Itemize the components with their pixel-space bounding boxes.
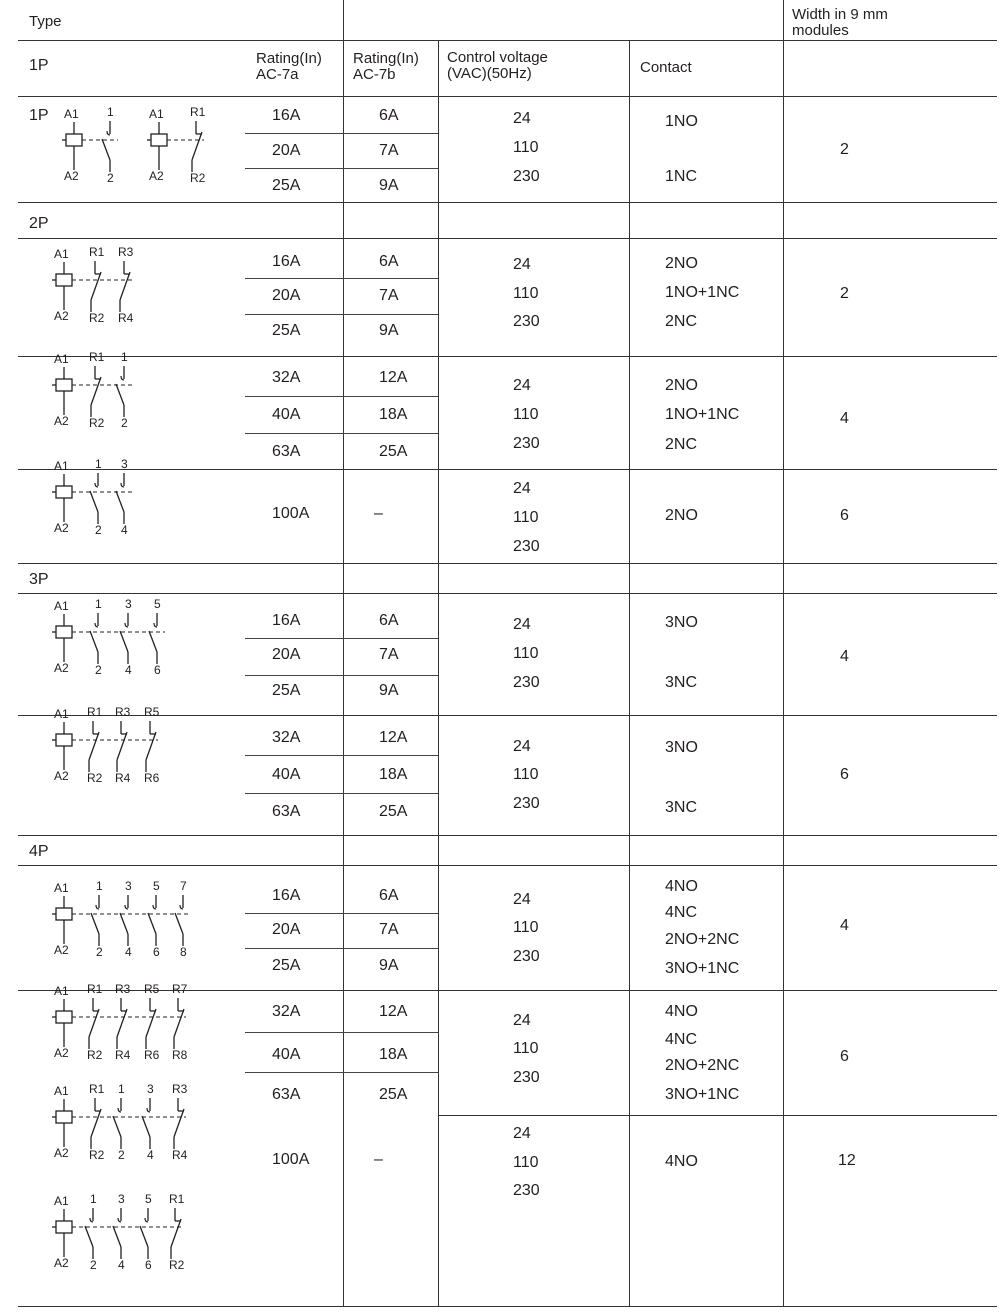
rating-ac7b-cell: 6A	[379, 612, 399, 629]
contact-terminal-label: 6	[153, 945, 160, 959]
contact-config: 3NO+1NC	[665, 1086, 740, 1103]
contact-terminal-label: R6	[144, 1048, 160, 1062]
contact-terminal-label: 1	[107, 105, 114, 119]
control-voltage-value: 110	[513, 1154, 539, 1171]
rating-ac7b-cell: 18A	[379, 766, 408, 783]
grid-horizontal-line	[18, 238, 997, 239]
contact-config: 2NO	[665, 255, 698, 272]
rating-ac7b-cell: 9A	[379, 177, 399, 194]
coil-terminal-a1-label: A1	[54, 707, 69, 721]
control-voltage-value: 230	[513, 795, 540, 812]
rating-ac7b-cell: 7A	[379, 921, 399, 938]
contact-terminal-label: 1	[118, 1082, 125, 1096]
contact-config: 4NO	[665, 1153, 698, 1170]
contact-terminal-label: R2	[87, 771, 103, 785]
contact-config: 2NC	[665, 436, 698, 453]
control-voltage-value: 230	[513, 168, 540, 185]
control-voltage-value: 24	[513, 738, 531, 755]
width-modules-value: 6	[840, 507, 849, 524]
contact-terminal-label: 8	[180, 945, 187, 959]
contact-terminal-label: 3	[125, 597, 132, 611]
header-type: Type	[29, 13, 62, 30]
coil-terminal-a2-label: A2	[54, 309, 69, 323]
rating-ac7a-cell: 63A	[272, 443, 301, 460]
contact-config: 3NO	[665, 739, 698, 756]
contact-terminal-label: R3	[118, 245, 134, 259]
contact-terminal-label: R1	[89, 350, 105, 364]
grid-horizontal-line	[245, 948, 438, 949]
contact-config: 4NC	[665, 1031, 698, 1048]
contact-terminal-label: R4	[118, 311, 134, 325]
control-voltage-value: 110	[513, 406, 539, 423]
rating-ac7b-cell: 12A	[379, 1003, 408, 1020]
coil-terminal-a1-label: A1	[54, 599, 69, 613]
contact-terminal-label: 3	[121, 457, 128, 471]
width-modules-value: 12	[838, 1152, 856, 1169]
contactor-wiring-diagram	[44, 981, 244, 1071]
contact-terminal-label: R1	[169, 1192, 185, 1206]
contact-terminal-label: R7	[172, 982, 188, 996]
coil-terminal-a2-label: A2	[64, 169, 79, 183]
contact-terminal-label: R1	[87, 982, 103, 996]
width-modules-value: 6	[840, 766, 849, 783]
coil-terminal-a2-label: A2	[54, 414, 69, 428]
control-voltage-value: 110	[513, 645, 539, 662]
coil-terminal-a1-label: A1	[64, 107, 79, 121]
contact-config: 2NO	[665, 507, 698, 524]
header-contact: Contact	[640, 59, 692, 76]
rating-ac7a-cell: 16A	[272, 253, 301, 270]
grid-horizontal-line	[245, 793, 438, 794]
rating-ac7b-cell: –	[374, 505, 383, 522]
width-modules-value: 2	[840, 141, 849, 158]
rating-ac7a-cell: 20A	[272, 142, 301, 159]
control-voltage-value: 24	[513, 480, 531, 497]
control-voltage-value: 230	[513, 435, 540, 452]
coil-terminal-a2-label: A2	[54, 1046, 69, 1060]
control-voltage-value: 230	[513, 674, 540, 691]
contact-terminal-label: R5	[144, 705, 160, 719]
coil-terminal-a1-label: A1	[54, 1194, 69, 1208]
control-voltage-value: 230	[513, 948, 540, 965]
grid-horizontal-line	[18, 835, 997, 836]
contact-terminal-label: R2	[87, 1048, 103, 1062]
contact-terminal-label: 1	[96, 879, 103, 893]
rating-ac7a-cell: 25A	[272, 682, 301, 699]
control-voltage-value: 230	[513, 1069, 540, 1086]
coil-terminal-a2-label: A2	[54, 1256, 69, 1270]
contact-config: 3NO+1NC	[665, 960, 740, 977]
contactor-wiring-diagram	[139, 104, 339, 194]
control-voltage-value: 110	[513, 285, 539, 302]
contact-config: 1NO+1NC	[665, 406, 740, 423]
contact-config: 3NC	[665, 674, 698, 691]
contact-config: 1NO+1NC	[665, 284, 740, 301]
header-rating-b-line1: Rating(In)	[353, 50, 419, 67]
contact-terminal-label: 2	[90, 1258, 97, 1272]
contact-terminal-label: 3	[118, 1192, 125, 1206]
rating-ac7b-cell: 12A	[379, 369, 408, 386]
contact-terminal-label: 3	[147, 1082, 154, 1096]
rating-ac7a-cell: 100A	[272, 505, 310, 522]
header-width-line1: Width in 9 mm	[792, 6, 888, 23]
contact-terminal-label: R3	[115, 982, 131, 996]
rating-ac7a-cell: 32A	[272, 729, 301, 746]
header-voltage-line2: (VAC)(50Hz)	[447, 65, 532, 82]
contact-terminal-label: 1	[90, 1192, 97, 1206]
grid-horizontal-line	[245, 1072, 438, 1073]
rating-ac7b-cell: 9A	[379, 957, 399, 974]
rating-ac7b-cell: 25A	[379, 803, 408, 820]
contact-terminal-label: R4	[172, 1148, 188, 1162]
contactor-wiring-diagram	[44, 1081, 244, 1171]
control-voltage-value: 110	[513, 919, 539, 936]
grid-horizontal-line	[245, 314, 438, 315]
coil-terminal-a1-label: A1	[54, 881, 69, 895]
contact-terminal-label: R1	[190, 105, 206, 119]
contact-config: 4NC	[665, 904, 698, 921]
contact-terminal-label: R8	[172, 1048, 188, 1062]
contact-terminal-label: 1	[121, 350, 128, 364]
grid-vertical-line	[629, 40, 630, 1306]
rating-ac7b-cell: 9A	[379, 322, 399, 339]
rating-ac7b-cell: 18A	[379, 1046, 408, 1063]
row-type-1p: 1P	[29, 107, 49, 124]
control-voltage-value: 230	[513, 1182, 540, 1199]
rating-ac7b-cell: 25A	[379, 443, 408, 460]
rating-ac7a-cell: 25A	[272, 177, 301, 194]
contact-terminal-label: R3	[115, 705, 131, 719]
control-voltage-value: 230	[513, 538, 540, 555]
contact-terminal-label: 6	[154, 663, 161, 677]
grid-horizontal-line	[18, 202, 997, 203]
header-width-line2: modules	[792, 22, 849, 39]
grid-horizontal-line	[245, 675, 438, 676]
control-voltage-value: 24	[513, 256, 531, 273]
rating-ac7b-cell: 9A	[379, 682, 399, 699]
grid-vertical-line	[343, 0, 344, 1306]
rating-ac7a-cell: 25A	[272, 957, 301, 974]
contact-config: 3NC	[665, 799, 698, 816]
rating-ac7a-cell: 32A	[272, 1003, 301, 1020]
rating-ac7b-cell: –	[374, 1151, 383, 1168]
contact-terminal-label: R2	[190, 171, 206, 185]
rating-ac7a-cell: 63A	[272, 1086, 301, 1103]
contact-terminal-label: 2	[95, 523, 102, 537]
contact-terminal-label: 2	[121, 416, 128, 430]
rating-ac7a-cell: 16A	[272, 887, 301, 904]
grid-horizontal-line	[245, 638, 438, 639]
control-voltage-value: 110	[513, 139, 539, 156]
control-voltage-value: 24	[513, 1125, 531, 1142]
header-pole-1p: 1P	[29, 57, 49, 74]
contact-terminal-label: 4	[125, 663, 132, 677]
contact-terminal-label: 3	[125, 879, 132, 893]
coil-terminal-a2-label: A2	[149, 169, 164, 183]
contact-terminal-label: 2	[96, 945, 103, 959]
control-voltage-value: 24	[513, 377, 531, 394]
grid-horizontal-line	[245, 913, 438, 914]
header-rating-b-line2: AC-7b	[353, 66, 396, 83]
coil-terminal-a2-label: A2	[54, 769, 69, 783]
contact-config: 2NO	[665, 377, 698, 394]
width-modules-value: 6	[840, 1048, 849, 1065]
contact-terminal-label: R2	[89, 311, 105, 325]
contactor-wiring-diagram	[44, 456, 244, 546]
contact-terminal-label: 5	[145, 1192, 152, 1206]
contact-terminal-label: R2	[89, 416, 105, 430]
grid-horizontal-line	[245, 755, 438, 756]
width-modules-value: 4	[840, 648, 849, 665]
width-modules-value: 4	[840, 917, 849, 934]
contact-terminal-label: 4	[118, 1258, 125, 1272]
control-voltage-value: 110	[513, 766, 539, 783]
rating-ac7b-cell: 12A	[379, 729, 408, 746]
rating-ac7b-cell: 6A	[379, 887, 399, 904]
rating-ac7a-cell: 40A	[272, 1046, 301, 1063]
section-3p: 3P	[29, 571, 49, 588]
control-voltage-value: 24	[513, 891, 531, 908]
contact-terminal-label: 2	[118, 1148, 125, 1162]
rating-ac7a-cell: 40A	[272, 406, 301, 423]
contact-terminal-label: R1	[89, 245, 105, 259]
header-rating-a-line1: Rating(In)	[256, 50, 322, 67]
contact-terminal-label: 4	[147, 1148, 154, 1162]
contact-config: 3NO	[665, 614, 698, 631]
grid-horizontal-line	[18, 593, 997, 594]
contact-terminal-label: R6	[144, 771, 160, 785]
contact-terminal-label: R4	[115, 771, 131, 785]
grid-vertical-line	[438, 40, 439, 1306]
grid-horizontal-line	[18, 40, 997, 41]
grid-horizontal-line	[245, 433, 438, 434]
coil-terminal-a1-label: A1	[54, 1084, 69, 1098]
coil-terminal-a2-label: A2	[54, 943, 69, 957]
grid-horizontal-line	[438, 1115, 997, 1116]
rating-ac7a-cell: 16A	[272, 107, 301, 124]
contactor-wiring-diagram	[44, 596, 244, 686]
contact-terminal-label: 7	[180, 879, 187, 893]
control-voltage-value: 24	[513, 110, 531, 127]
rating-ac7b-cell: 6A	[379, 253, 399, 270]
contact-terminal-label: 4	[121, 523, 128, 537]
rating-ac7b-cell: 6A	[379, 107, 399, 124]
contact-terminal-label: 1	[95, 457, 102, 471]
contact-terminal-label: 1	[95, 597, 102, 611]
contact-terminal-label: R1	[89, 1082, 105, 1096]
grid-horizontal-line	[245, 278, 438, 279]
contact-terminal-label: R1	[87, 705, 103, 719]
control-voltage-value: 230	[513, 313, 540, 330]
grid-vertical-line	[783, 0, 784, 1306]
contact-config: 4NO	[665, 1003, 698, 1020]
rating-ac7b-cell: 18A	[379, 406, 408, 423]
width-modules-value: 2	[840, 285, 849, 302]
rating-ac7a-cell: 40A	[272, 766, 301, 783]
header-voltage-line1: Control voltage	[447, 49, 548, 66]
rating-ac7a-cell: 63A	[272, 803, 301, 820]
rating-ac7a-cell: 20A	[272, 921, 301, 938]
header-rating-a-line2: AC-7a	[256, 66, 299, 83]
coil-terminal-a2-label: A2	[54, 1146, 69, 1160]
grid-horizontal-line	[18, 96, 997, 97]
contact-terminal-label: 6	[145, 1258, 152, 1272]
coil-terminal-a1-label: A1	[54, 459, 69, 473]
contact-terminal-label: 2	[95, 663, 102, 677]
grid-horizontal-line	[18, 1306, 997, 1307]
grid-horizontal-line	[18, 563, 997, 564]
contact-terminal-label: 5	[153, 879, 160, 893]
contactor-wiring-diagram	[44, 878, 244, 968]
contact-terminal-label: R2	[89, 1148, 105, 1162]
rating-ac7b-cell: 7A	[379, 646, 399, 663]
contact-config: 2NO+2NC	[665, 1057, 740, 1074]
control-voltage-value: 24	[513, 1012, 531, 1029]
contactor-wiring-diagram	[44, 1191, 244, 1281]
contact-config: 1NC	[665, 168, 698, 185]
coil-terminal-a2-label: A2	[54, 521, 69, 535]
contact-terminal-label: R2	[169, 1258, 185, 1272]
rating-ac7b-cell: 7A	[379, 142, 399, 159]
rating-ac7a-cell: 25A	[272, 322, 301, 339]
control-voltage-value: 24	[513, 616, 531, 633]
section-2p: 2P	[29, 215, 49, 232]
contact-terminal-label: 2	[107, 171, 114, 185]
rating-ac7a-cell: 20A	[272, 646, 301, 663]
contactor-wiring-diagram	[44, 244, 244, 334]
contact-terminal-label: 4	[125, 945, 132, 959]
grid-horizontal-line	[18, 865, 997, 866]
rating-ac7a-cell: 32A	[272, 369, 301, 386]
rating-ac7a-cell: 100A	[272, 1151, 310, 1168]
control-voltage-value: 110	[513, 1040, 539, 1057]
contact-terminal-label: R4	[115, 1048, 131, 1062]
contact-terminal-label: R5	[144, 982, 160, 996]
section-4p: 4P	[29, 843, 49, 860]
coil-terminal-a1-label: A1	[54, 352, 69, 366]
rating-ac7b-cell: 25A	[379, 1086, 408, 1103]
coil-terminal-a2-label: A2	[54, 661, 69, 675]
contactor-wiring-diagram	[44, 349, 244, 439]
contact-config: 2NO+2NC	[665, 931, 740, 948]
contact-config: 4NO	[665, 878, 698, 895]
coil-terminal-a1-label: A1	[149, 107, 164, 121]
width-modules-value: 4	[840, 410, 849, 427]
rating-ac7b-cell: 7A	[379, 287, 399, 304]
contact-config: 1NO	[665, 113, 698, 130]
contactor-wiring-diagram	[44, 704, 244, 794]
control-voltage-value: 110	[513, 509, 539, 526]
coil-terminal-a1-label: A1	[54, 984, 69, 998]
grid-horizontal-line	[245, 1032, 438, 1033]
contact-terminal-label: 5	[154, 597, 161, 611]
coil-terminal-a1-label: A1	[54, 247, 69, 261]
rating-ac7a-cell: 20A	[272, 287, 301, 304]
contact-config: 2NC	[665, 313, 698, 330]
rating-ac7a-cell: 16A	[272, 612, 301, 629]
contact-terminal-label: R3	[172, 1082, 188, 1096]
grid-horizontal-line	[245, 396, 438, 397]
